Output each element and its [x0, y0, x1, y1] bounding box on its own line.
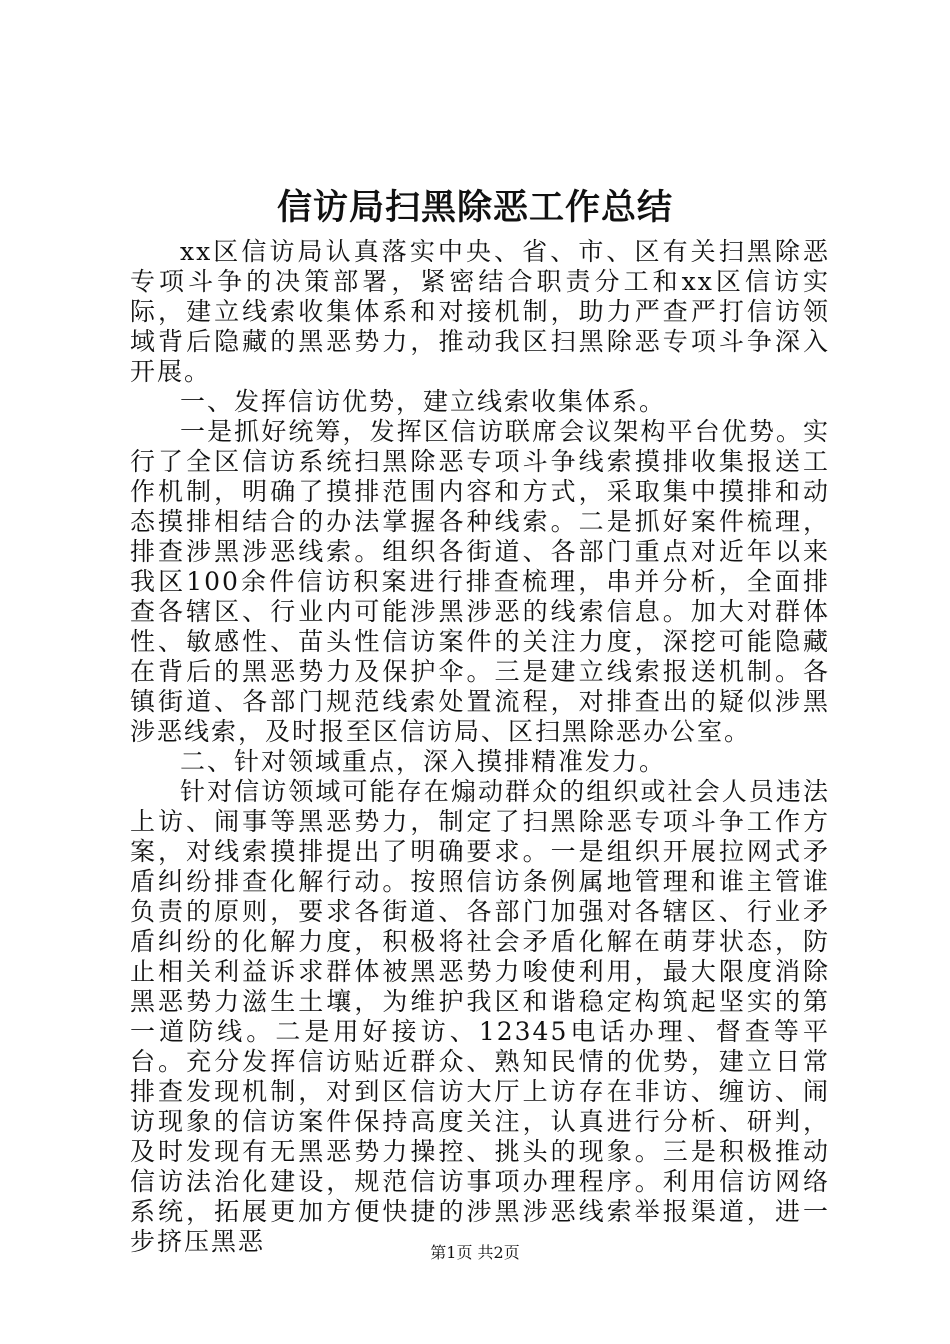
page-footer: 第1页 共2页 — [430, 1243, 520, 1262]
paragraph-section-1: 一是抓好统筹，发挥区信访联席会议架构平台优势。实行了全区信访系统扫黑除恶专项斗争线索摸排收集报送工作机制，明确了摸排范围内容和方式，采取集中摸排和动态摸排相结合的办法掌握各种线索。二是抓好案件梳理，排查涉黑涉恶线索。组织各街道、各部门重点对近年以来我区100余件信访积案进行排查梳理，串并分析，全面排查各辖区、行业内可能涉黑涉恶的线索信息。加大对群体性、敏感性、苗头性信访案件的关注力度，深挖可能隐藏在背后的黑恶势力及保护伞。三是建立线索报送机制。各镇街道、各部门规范线索处置流程，对排查出的疑似涉黑涉恶线索，及时报至区信访局、区扫黑除恶办公室。 — [130, 417, 830, 746]
section-heading-1: 一、发挥信访优势，建立线索收集体系。 — [180, 387, 667, 416]
paragraph-section-2: 针对信访领域可能存在煽动群众的组织或社会人员违法上访、闹事等黑恶势力，制定了扫黑除恶专项斗争工作方案，对线索摸排提出了明确要求。一是组织开展拉网式矛盾纠纷排查化解行动。按照信访条例属地管理和谁主管谁负责的原则，要求各街道、各部门加强对各辖区、行业矛盾纠纷的化解力度，积极将社会矛盾化解在萌芽状态，防止相关利益诉求群体被黑恶势力唆使利用，最大限度消除黑恶势力滋生土壤，为维护我区和谐稳定构筑起坚实的第一道防线。二是用好接访、12345电话办理、督查等平台。充分发挥信访贴近群众、熟知民情的优势，建立日常排查发现机制，对到区信访大厅上访存在非访、缠访、闹访现象的信访案件保持高度关注，认真进行分析、研判，及时发现有无黑恶势力操控、挑头的现象。三是积极推动信访法治化建设，规范信访事项办理程序。利用信访网络系统，拓展更加方便快捷的涉黑涉恶线索举报渠道，进一步挤压黑恶 — [130, 777, 830, 1256]
paragraph-intro: xx区信访局认真落实中央、省、市、区有关扫黑除恶专项斗争的决策部署，紧密结合职责分工和xx区信访实际，建立线索收集体系和对接机制，助力严查严打信访领域背后隐藏的黑恶势力，推动我区扫黑除恶专项斗争深入开展。 — [130, 237, 830, 386]
document-title: 信访局扫黑除恶工作总结 — [276, 187, 673, 228]
section-heading-2: 二、针对领域重点，深入摸排精准发力。 — [180, 747, 667, 776]
document-body — [130, 237, 830, 1257]
